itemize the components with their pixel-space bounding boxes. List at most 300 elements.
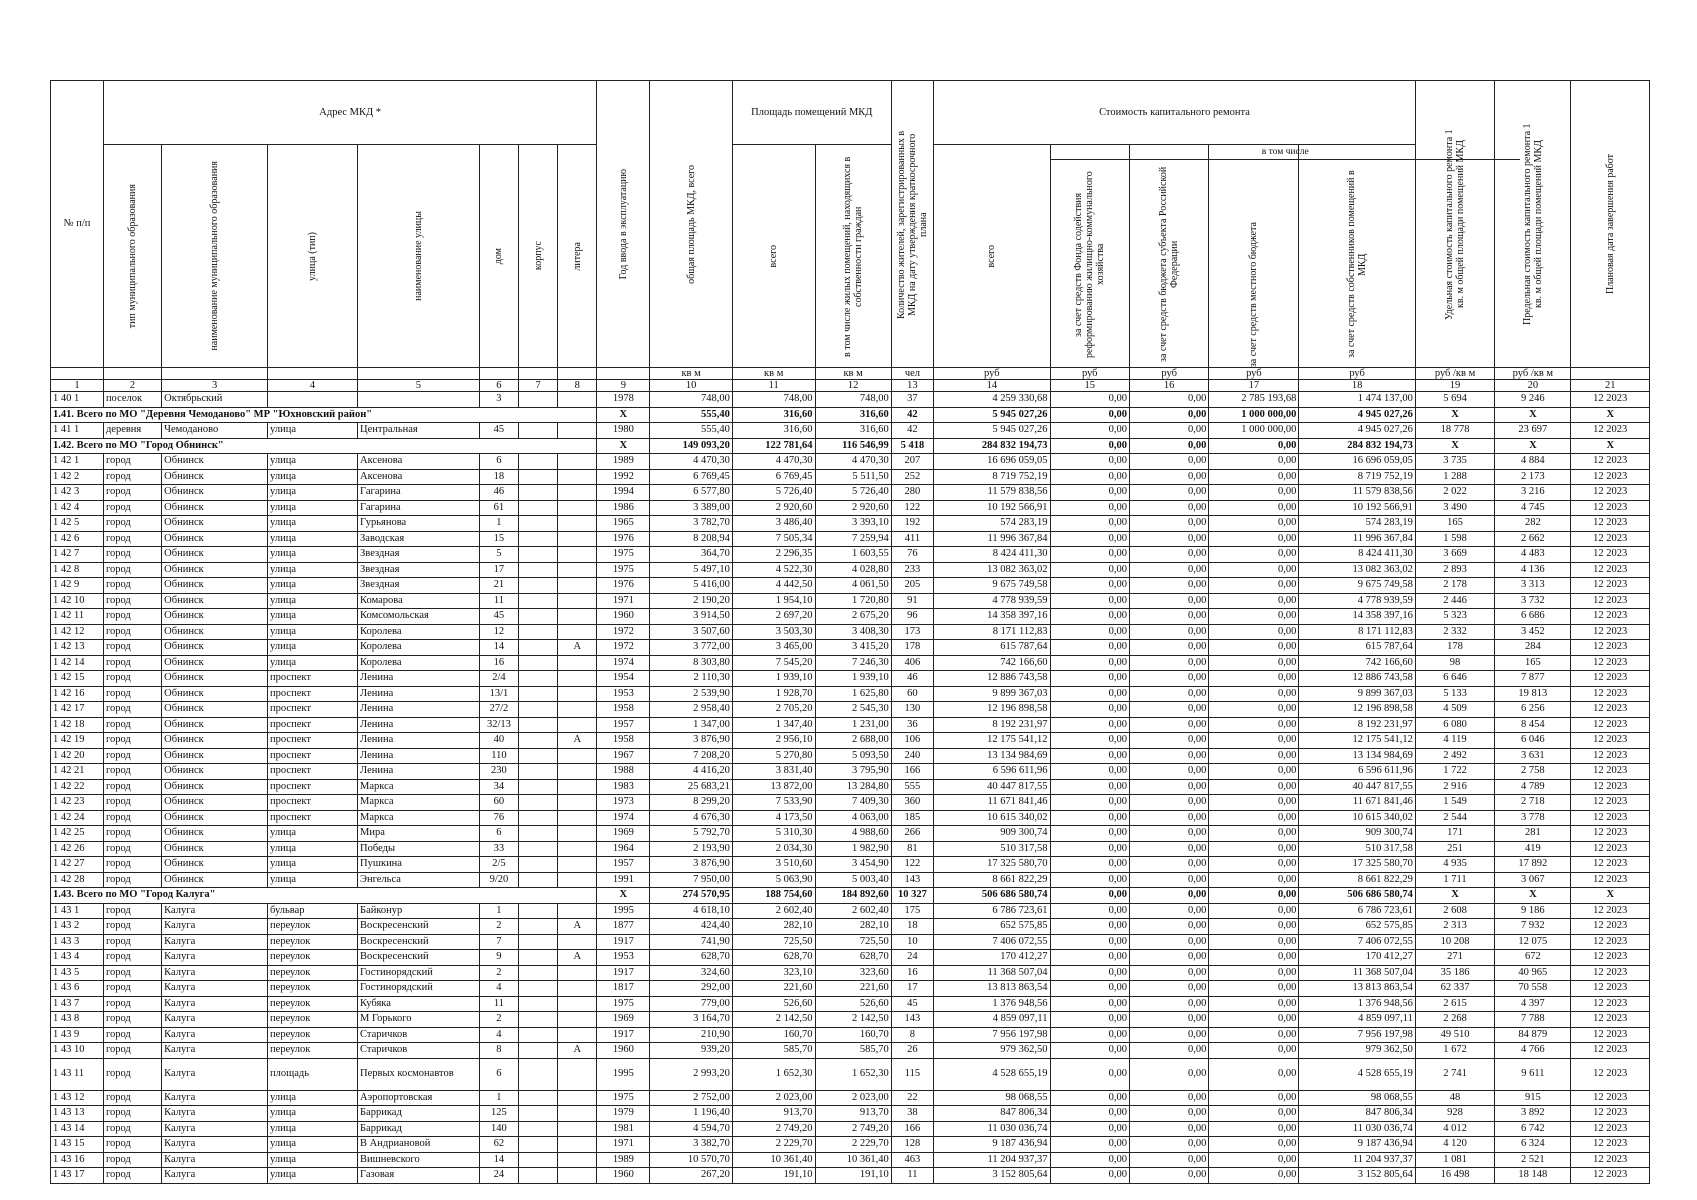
table-cell: 1983 [597, 779, 650, 795]
table-cell: город [103, 624, 161, 640]
table-cell: 13 813 863,54 [934, 981, 1050, 997]
table-cell: 11 204 937,37 [1299, 1152, 1415, 1168]
table-cell: проспект [268, 717, 358, 733]
table-cell [518, 500, 557, 516]
table-cell: 463 [891, 1152, 933, 1168]
table-cell: 12 2023 [1571, 423, 1650, 439]
table-cell: 8 424 411,30 [1299, 547, 1415, 563]
table-cell: 0,00 [1209, 609, 1299, 625]
table-cell [558, 996, 597, 1012]
table-cell: 1 42 6 [51, 531, 104, 547]
table-cell: 11 671 841,46 [934, 795, 1050, 811]
table-cell: 12 2023 [1571, 702, 1650, 718]
table-cell: улица [268, 454, 358, 470]
table-cell: 11 368 507,04 [1299, 965, 1415, 981]
table-cell: 8 719 752,19 [1299, 469, 1415, 485]
table-cell: 0,00 [1209, 717, 1299, 733]
table-cell: 2 [479, 1012, 518, 1028]
table-cell: Комарова [358, 593, 480, 609]
table-cell [518, 903, 557, 919]
table-cell: Обнинск [162, 469, 268, 485]
table-cell [518, 1168, 557, 1184]
table-cell: 140 [479, 1121, 518, 1137]
table-row [51, 717, 1650, 733]
table-cell: 0,00 [1050, 640, 1129, 656]
table-cell [558, 903, 597, 919]
table-cell: 3 164,70 [650, 1012, 733, 1028]
table-cell: 2/4 [479, 671, 518, 687]
table-cell: город [103, 1058, 161, 1090]
table-cell: город [103, 500, 161, 516]
table-cell: 1 231,00 [815, 717, 891, 733]
table-cell: 9 187 436,94 [934, 1137, 1050, 1153]
table-row [51, 1152, 1650, 1168]
table-cell: 9 [479, 950, 518, 966]
table-cell: 22 [891, 1090, 933, 1106]
table-cell: Воскресенский [358, 934, 480, 950]
table-cell: 3 510,60 [732, 857, 815, 873]
table-cell [558, 826, 597, 842]
table-cell: 0,00 [1209, 1043, 1299, 1059]
table-row [51, 857, 1650, 873]
table-row [51, 733, 1650, 749]
table-cell: Гагарина [358, 500, 480, 516]
table-cell: 0,00 [1050, 872, 1129, 888]
table-cell: 2 916 [1415, 779, 1494, 795]
table-cell [518, 469, 557, 485]
table-cell: 1964 [597, 841, 650, 857]
table-cell: 5 497,10 [650, 562, 733, 578]
table-cell: Обнинск [162, 748, 268, 764]
table-cell: 0,00 [1209, 748, 1299, 764]
table-cell: 913,70 [732, 1106, 815, 1122]
table-cell: 210,90 [650, 1027, 733, 1043]
table-cell: 2 608 [1415, 903, 1494, 919]
table-cell: переулок [268, 981, 358, 997]
table-row [51, 841, 1650, 857]
table-cell: 12 2023 [1571, 934, 1650, 950]
table-cell: Вишневского [358, 1152, 480, 1168]
table-cell: 4 397 [1495, 996, 1571, 1012]
table-cell: 1960 [597, 609, 650, 625]
table-cell: 11 671 841,46 [1299, 795, 1415, 811]
table-cell: переулок [268, 919, 358, 935]
column-number: 8 [558, 380, 597, 392]
hdr-street-name: наименование улицы [358, 145, 480, 368]
table-cell [558, 655, 597, 671]
table-cell: 1 42 18 [51, 717, 104, 733]
table-cell: 2 446 [1415, 593, 1494, 609]
table-cell: 0,00 [1129, 841, 1208, 857]
hdr-year: Год ввода в эксплуатацию [597, 81, 650, 368]
table-cell: Обнинск [162, 795, 268, 811]
table-cell: 4 061,50 [815, 578, 891, 594]
table-cell: Кубяка [358, 996, 480, 1012]
table-cell: 33 [479, 841, 518, 857]
table-cell: 1 954,10 [732, 593, 815, 609]
table-cell: 1989 [597, 1152, 650, 1168]
table-cell: 3 152 805,64 [1299, 1168, 1415, 1184]
table-cell: 4 935 [1415, 857, 1494, 873]
table-cell: 5 945 027,26 [934, 423, 1050, 439]
table-cell: 0,00 [1129, 702, 1208, 718]
table-cell: 2 229,70 [732, 1137, 815, 1153]
table-cell: улица [268, 640, 358, 656]
table-cell: 1 43 6 [51, 981, 104, 997]
table-cell [518, 485, 557, 501]
table-cell: 3 914,50 [650, 609, 733, 625]
table-cell: 748,00 [650, 392, 733, 408]
table-cell: 3 778 [1495, 810, 1571, 826]
table-cell: Королева [358, 655, 480, 671]
table-cell: город [103, 485, 161, 501]
hdr-house: дом [479, 145, 518, 368]
table-row [51, 392, 1650, 408]
table-cell: 1 42 25 [51, 826, 104, 842]
table-cell: 0,00 [1050, 1090, 1129, 1106]
table-cell: 652 575,85 [934, 919, 1050, 935]
table-cell: 1954 [597, 671, 650, 687]
table-cell: 266 [891, 826, 933, 842]
table-cell: 4 483 [1495, 547, 1571, 563]
table-cell: 1 376 948,56 [934, 996, 1050, 1012]
table-row [51, 671, 1650, 687]
table-cell: 10 570,70 [650, 1152, 733, 1168]
table-cell [558, 965, 597, 981]
table-cell: 7 545,20 [732, 655, 815, 671]
table-cell: город [103, 764, 161, 780]
table-cell: 11 [891, 1168, 933, 1184]
table-cell: 0,00 [1050, 454, 1129, 470]
table-cell: Обнинск [162, 717, 268, 733]
table-cell: 742 166,60 [934, 655, 1050, 671]
table-cell: улица [268, 655, 358, 671]
table-cell: 742 166,60 [1299, 655, 1415, 671]
table-cell: 12 2023 [1571, 531, 1650, 547]
table-cell: 3 452 [1495, 624, 1571, 640]
table-cell: 0,00 [1209, 578, 1299, 594]
table-cell: Калуга [162, 1137, 268, 1153]
table-cell: 175 [891, 903, 933, 919]
hdr-incl: в том числе [1051, 145, 1520, 160]
table-cell: 4 676,30 [650, 810, 733, 826]
table-cell: 37 [891, 392, 933, 408]
table-cell: 0,00 [1209, 1121, 1299, 1137]
table-cell: 12 2023 [1571, 640, 1650, 656]
table-cell: 0,00 [1209, 671, 1299, 687]
table-cell: 267,20 [650, 1168, 733, 1184]
table-cell: 0,00 [1209, 655, 1299, 671]
table-cell: 18 148 [1495, 1168, 1571, 1184]
table-cell [518, 640, 557, 656]
table-cell: 1917 [597, 1027, 650, 1043]
table-cell: 12 2023 [1571, 826, 1650, 842]
table-cell: 5 133 [1415, 686, 1494, 702]
table-cell: 1 652,30 [815, 1058, 891, 1090]
table-cell: 0,00 [1050, 950, 1129, 966]
table-cell: Заводская [358, 531, 480, 547]
table-cell: 1 347,40 [732, 717, 815, 733]
table-cell: 0,00 [1129, 857, 1208, 873]
table-cell: 3 313 [1495, 578, 1571, 594]
table-cell: 13 872,00 [732, 779, 815, 795]
table-cell: улица [268, 857, 358, 873]
table-cell: 12 2023 [1571, 593, 1650, 609]
table-cell: деревня [103, 423, 161, 439]
column-number: 10 [650, 380, 733, 392]
table-cell: 1 42 28 [51, 872, 104, 888]
table-cell: 8 208,94 [650, 531, 733, 547]
table-cell: А [558, 733, 597, 749]
table-cell: 1 720,80 [815, 593, 891, 609]
table-cell: 10 192 566,91 [934, 500, 1050, 516]
table-cell: 1 42 20 [51, 748, 104, 764]
table-cell: 0,00 [1209, 826, 1299, 842]
table-cell: 128 [891, 1137, 933, 1153]
table-cell: 555,40 [650, 423, 733, 439]
table-cell: 0,00 [1209, 624, 1299, 640]
table-cell: Обнинск [162, 841, 268, 857]
table-cell [518, 748, 557, 764]
table-cell: 4 522,30 [732, 562, 815, 578]
table-cell: Обнинск [162, 764, 268, 780]
table-cell: 0,00 [1129, 516, 1208, 532]
table-cell: М Горького [358, 1012, 480, 1028]
table-cell: 4 745 [1495, 500, 1571, 516]
table-cell: 165 [1495, 655, 1571, 671]
table-cell: 4 766 [1495, 1043, 1571, 1059]
column-number: 15 [1050, 380, 1129, 392]
table-cell: 1972 [597, 624, 650, 640]
table-cell: Обнинск [162, 562, 268, 578]
hdr-cost-all: всего [934, 145, 1050, 368]
table-cell: 12 2023 [1571, 841, 1650, 857]
table-cell: 12 2023 [1571, 1137, 1650, 1153]
table-cell: 0,00 [1129, 485, 1208, 501]
table-cell: улица [268, 500, 358, 516]
table-cell: 2 110,30 [650, 671, 733, 687]
table-cell: 1981 [597, 1121, 650, 1137]
table-cell: 32/13 [479, 717, 518, 733]
table-cell: 0,00 [1129, 671, 1208, 687]
table-cell: 12 2023 [1571, 748, 1650, 764]
table-cell [518, 702, 557, 718]
table-cell: 0,00 [1129, 919, 1208, 935]
table-cell: 939,20 [650, 1043, 733, 1059]
table-cell: 143 [891, 1012, 933, 1028]
table-cell: 4 173,50 [732, 810, 815, 826]
unit-cell: чел [891, 368, 933, 380]
table-cell: 1 [479, 903, 518, 919]
table-cell: 1 000 000,00 [1209, 423, 1299, 439]
table-cell: улица [268, 841, 358, 857]
table-cell: 847 806,34 [934, 1106, 1050, 1122]
unit-cell: руб /кв м [1495, 368, 1571, 380]
table-cell: 0,00 [1050, 841, 1129, 857]
table-cell: 0,00 [1209, 795, 1299, 811]
table-cell: Обнинск [162, 485, 268, 501]
table-cell: 2 521 [1495, 1152, 1571, 1168]
table-cell: 40 [479, 733, 518, 749]
table-cell: 2 958,40 [650, 702, 733, 718]
table-row [51, 547, 1650, 563]
table-cell: 240 [891, 748, 933, 764]
hdr-premises-area: Площадь помещений МКД [732, 81, 891, 145]
table-cell: 4 945 027,26 [1299, 407, 1415, 423]
table-cell: 2 675,20 [815, 609, 891, 625]
table-cell: 406 [891, 655, 933, 671]
table-cell [518, 1121, 557, 1137]
table-cell: 60 [891, 686, 933, 702]
table-cell: 2 268 [1415, 1012, 1494, 1028]
table-cell: 70 558 [1495, 981, 1571, 997]
table-cell: 110 [479, 748, 518, 764]
table-cell: 506 686 580,74 [934, 888, 1050, 904]
table-cell [558, 1058, 597, 1090]
table-cell: 10 [891, 934, 933, 950]
table-cell: 1 939,10 [732, 671, 815, 687]
table-cell: 12 2023 [1571, 469, 1650, 485]
table-cell: 14 [479, 640, 518, 656]
table-cell: Ленина [358, 671, 480, 687]
table-cell: 0,00 [1129, 438, 1208, 454]
table-cell: 0,00 [1209, 547, 1299, 563]
table-cell: Калуга [162, 1043, 268, 1059]
table-cell: 2 173 [1495, 469, 1571, 485]
table-cell: X [1495, 407, 1571, 423]
table-cell: 1 [479, 516, 518, 532]
table-cell [558, 485, 597, 501]
table-cell: 1 43 11 [51, 1058, 104, 1090]
table-cell: 25 683,21 [650, 779, 733, 795]
table-cell: 0,00 [1129, 826, 1208, 842]
table-cell: Ленина [358, 702, 480, 718]
table-cell: 12 2023 [1571, 919, 1650, 935]
table-cell: 4 594,70 [650, 1121, 733, 1137]
table-cell: 0,00 [1209, 733, 1299, 749]
table-row [51, 469, 1650, 485]
table-cell: город [103, 1043, 161, 1059]
table-cell: 0,00 [1209, 857, 1299, 873]
table-cell: X [1571, 407, 1650, 423]
table-cell: 1958 [597, 702, 650, 718]
table-cell: 1 41 1 [51, 423, 104, 439]
table-cell: А [558, 640, 597, 656]
table-cell: город [103, 516, 161, 532]
table-cell: 4 [479, 1027, 518, 1043]
column-number: 5 [358, 380, 480, 392]
table-cell: город [103, 779, 161, 795]
table-cell: улица [268, 609, 358, 625]
table-cell: 2 993,20 [650, 1058, 733, 1090]
table-cell: 15 [479, 531, 518, 547]
table-cell: 2 332 [1415, 624, 1494, 640]
table-cell: 1 43 3 [51, 934, 104, 950]
table-cell: 1988 [597, 764, 650, 780]
table-cell: проспект [268, 779, 358, 795]
table-cell: улица [268, 1137, 358, 1153]
table-cell: 0,00 [1209, 779, 1299, 795]
table-cell: 9 187 436,94 [1299, 1137, 1415, 1153]
table-cell: 725,50 [732, 934, 815, 950]
table-cell: 8 454 [1495, 717, 1571, 733]
table-cell: 0,00 [1129, 686, 1208, 702]
table-cell: 2 741 [1415, 1058, 1494, 1090]
table-cell: 615 787,64 [934, 640, 1050, 656]
table-cell: город [103, 547, 161, 563]
table-cell: 0,00 [1050, 702, 1129, 718]
table-cell: 0,00 [1050, 826, 1129, 842]
table-cell [558, 593, 597, 609]
table-cell: 1989 [597, 454, 650, 470]
table-cell: 14 [479, 1152, 518, 1168]
table-cell: 10 361,40 [815, 1152, 891, 1168]
table-cell: 6 686 [1495, 609, 1571, 625]
table-cell: 17 [479, 562, 518, 578]
hdr-subject: за счет средств бюджета субъекта Российской Федерации [1129, 145, 1208, 368]
table-cell [518, 795, 557, 811]
table-cell: переулок [268, 1012, 358, 1028]
table-cell: 13 813 863,54 [1299, 981, 1415, 997]
table-cell: Калуга [162, 1090, 268, 1106]
table-cell: 284 [1495, 640, 1571, 656]
table-cell [518, 686, 557, 702]
table-cell: 1 42 24 [51, 810, 104, 826]
table-cell: 115 [891, 1058, 933, 1090]
table-cell: город [103, 1121, 161, 1137]
table-cell: 284 832 194,73 [1299, 438, 1415, 454]
table-cell: 4 028,80 [815, 562, 891, 578]
table-cell: 12 2023 [1571, 795, 1650, 811]
table-cell: 24 [479, 1168, 518, 1184]
table-cell: 17 325 580,70 [934, 857, 1050, 873]
table-cell: 6 742 [1495, 1121, 1571, 1137]
table-cell: 1 42 21 [51, 764, 104, 780]
table-cell: 282,10 [815, 919, 891, 935]
table-cell [558, 469, 597, 485]
table-cell: улица [268, 593, 358, 609]
table-cell: 1 000 000,00 [1209, 407, 1299, 423]
table-cell: улица [268, 1168, 358, 1184]
table-cell: 4 618,10 [650, 903, 733, 919]
table-cell: 510 317,58 [1299, 841, 1415, 857]
table-cell: 165 [1415, 516, 1494, 532]
table-cell: 16 696 059,05 [1299, 454, 1415, 470]
table-cell: 0,00 [1050, 609, 1129, 625]
column-number: 13 [891, 380, 933, 392]
table-cell: 12 2023 [1571, 1090, 1650, 1106]
table-cell: город [103, 609, 161, 625]
table-cell: 1974 [597, 655, 650, 671]
table-cell: А [558, 1043, 597, 1059]
table-cell: 4 778 939,59 [934, 593, 1050, 609]
table-row [51, 795, 1650, 811]
table-cell: 0,00 [1129, 469, 1208, 485]
table-cell: 2 893 [1415, 562, 1494, 578]
table-cell: 9 675 749,58 [1299, 578, 1415, 594]
table-cell: 35 186 [1415, 965, 1494, 981]
table-cell: проспект [268, 748, 358, 764]
table-row [51, 934, 1650, 950]
table-cell: 1 42 13 [51, 640, 104, 656]
column-number: 17 [1209, 380, 1299, 392]
table-row [51, 872, 1650, 888]
table-cell: 1 42 11 [51, 609, 104, 625]
table-cell: 6 [479, 454, 518, 470]
table-cell: 0,00 [1209, 996, 1299, 1012]
table-cell: 1 [479, 1090, 518, 1106]
table-cell: 4 778 939,59 [1299, 593, 1415, 609]
